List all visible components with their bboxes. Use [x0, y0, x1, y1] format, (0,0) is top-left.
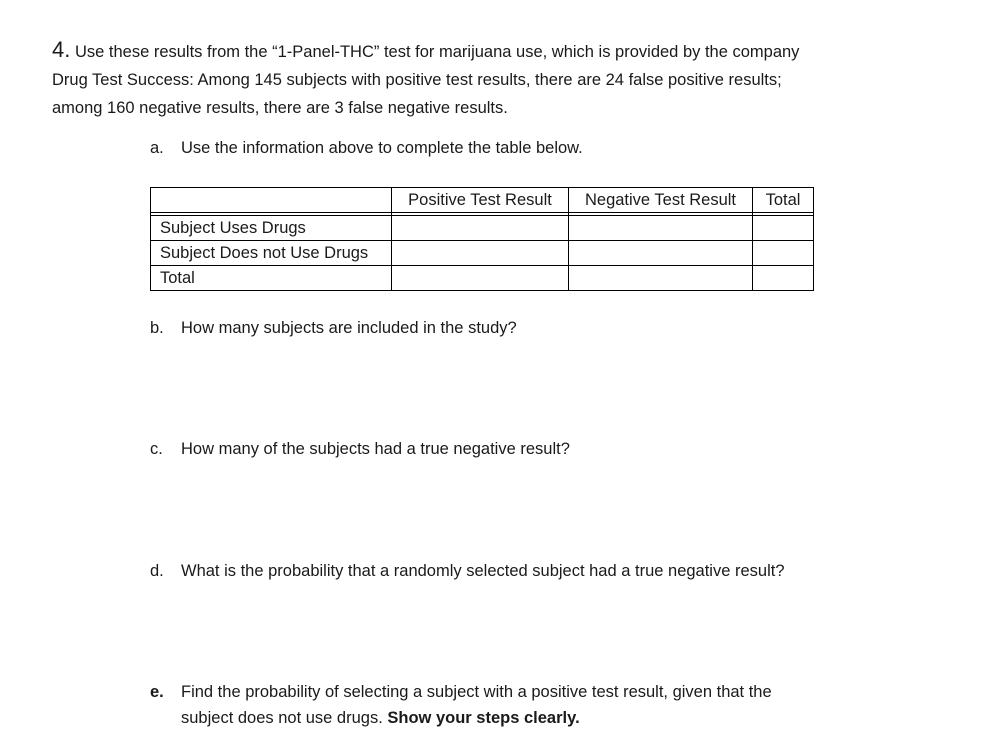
cell-uses-negative[interactable]: [569, 216, 753, 241]
problem-line-2: Drug Test Success: Among 145 subjects with positive test results, there are 24 false positive results;: [52, 71, 782, 89]
table-row: [151, 266, 814, 291]
table-row: [151, 216, 814, 241]
cell-uses-total[interactable]: [753, 216, 814, 241]
part-e-line-2: subject does not use drugs.: [181, 709, 388, 727]
part-c-letter: c.: [150, 440, 163, 458]
cell-total-negative[interactable]: [569, 266, 753, 291]
cell-nouse-positive[interactable]: [392, 241, 569, 266]
part-d-text: What is the probability that a randomly selected subject had a true negative result?: [181, 562, 785, 580]
row-label-uses-drugs: Subject Uses Drugs: [151, 216, 392, 241]
part-e: [150, 679, 772, 731]
problem-line-1: 4. Use these results from the “1-Panel-THC” test for marijuana use, which is provided by the company: [52, 37, 800, 62]
part-e-line-1: Find the probability of selecting a subject with a positive test result, given that the: [181, 683, 772, 701]
part-c: [150, 436, 570, 462]
part-e-letter: e.: [150, 683, 164, 701]
part-e-text: [181, 679, 772, 731]
problem-line-3: among 160 negative results, there are 3 false negative results.: [52, 99, 508, 117]
part-a-text: Use the information above to complete the table below.: [181, 139, 583, 157]
part-c-text: How many of the subjects had a true negative result?: [181, 440, 570, 458]
part-d-letter: d.: [150, 562, 164, 580]
part-b-text: How many subjects are included in the study?: [181, 319, 517, 337]
table-header-negative: Negative Test Result: [569, 188, 753, 213]
table-row: [151, 241, 814, 266]
part-e-emphasis: Show your steps clearly.: [387, 709, 580, 727]
part-b-letter: b.: [150, 319, 164, 337]
cell-grand-total[interactable]: [753, 266, 814, 291]
cell-nouse-total[interactable]: [753, 241, 814, 266]
table-header-positive: Positive Test Result: [392, 188, 569, 213]
part-a-letter: a.: [150, 139, 164, 157]
part-a: [150, 135, 583, 161]
cell-nouse-negative[interactable]: [569, 241, 753, 266]
problem-number: 4.: [52, 37, 71, 62]
contingency-table: [150, 187, 814, 291]
table-header-empty: [151, 188, 392, 213]
row-label-no-drugs: Subject Does not Use Drugs: [151, 241, 392, 266]
problem-statement: [52, 36, 912, 122]
part-d: [150, 558, 785, 584]
table-header-row: [151, 188, 814, 213]
part-b: [150, 315, 517, 341]
row-label-total: Total: [151, 266, 392, 291]
cell-total-positive[interactable]: [392, 266, 569, 291]
table-header-total: Total: [753, 188, 814, 213]
cell-uses-positive[interactable]: [392, 216, 569, 241]
